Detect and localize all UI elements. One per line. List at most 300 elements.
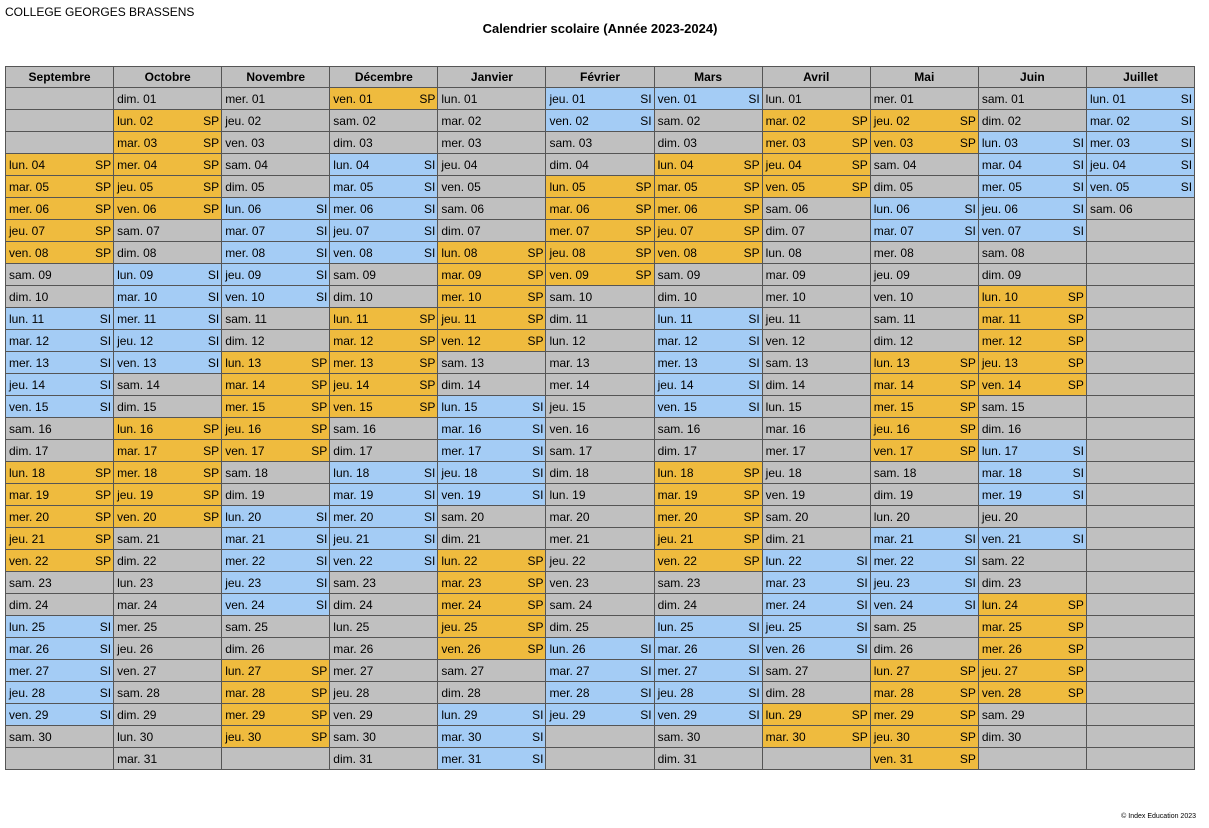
day-label: mer. 07 — [549, 223, 590, 238]
week-tag: SP — [203, 443, 220, 458]
day-label: mer. 04 — [117, 157, 158, 172]
day-label: mar. 20 — [549, 509, 590, 524]
week-tag: SP — [635, 179, 652, 194]
week-tag: SI — [532, 465, 544, 480]
day-cell — [114, 440, 222, 462]
day-cell — [655, 374, 763, 396]
day-label: dim. 14 — [441, 377, 481, 392]
week-tag: SP — [419, 91, 436, 106]
day-label: dim. 03 — [657, 135, 697, 150]
day-cell — [655, 748, 763, 770]
day-cell — [655, 176, 763, 198]
day-label: ven. 17 — [225, 443, 265, 458]
day-label: ven. 02 — [549, 113, 589, 128]
day-label: sam. 25 — [873, 619, 917, 634]
day-cell — [871, 154, 979, 176]
day-cell — [6, 176, 114, 198]
day-label: jeu. 29 — [549, 707, 586, 722]
day-cell — [330, 110, 438, 132]
week-tag: SI — [99, 619, 112, 634]
day-label: ven. 06 — [117, 201, 157, 216]
week-tag: SP — [851, 157, 868, 172]
day-cell — [330, 704, 438, 726]
day-label: ven. 03 — [225, 135, 265, 150]
week-tag: SI — [856, 575, 868, 590]
day-cell — [330, 198, 438, 220]
day-label: dim. 11 — [549, 311, 588, 326]
day-cell — [655, 242, 763, 264]
day-label: sam. 30 — [657, 729, 701, 744]
day-cell — [979, 660, 1087, 682]
day-cell — [114, 154, 222, 176]
day-cell — [655, 198, 763, 220]
day-cell — [438, 264, 546, 286]
day-cell — [438, 132, 546, 154]
day-label: lun. 25 — [9, 619, 46, 634]
day-cell — [871, 660, 979, 682]
day-label: mer. 17 — [441, 443, 482, 458]
day-cell — [6, 220, 114, 242]
day-cell — [763, 440, 871, 462]
week-tag: SP — [311, 443, 328, 458]
day-label: mer. 13 — [657, 355, 698, 370]
day-cell — [979, 440, 1087, 462]
day-cell — [763, 726, 871, 748]
day-cell — [763, 572, 871, 594]
day-cell — [546, 110, 654, 132]
day-cell — [979, 220, 1087, 242]
day-cell — [222, 352, 330, 374]
week-tag: SP — [743, 201, 760, 216]
week-tag: SI — [315, 509, 328, 524]
week-tag: SP — [635, 201, 652, 216]
day-cell — [655, 594, 763, 616]
day-cell — [438, 682, 546, 704]
day-label: dim. 05 — [225, 179, 265, 194]
day-cell — [546, 264, 654, 286]
day-label: ven. 05 — [1089, 179, 1130, 194]
day-cell — [655, 154, 763, 176]
week-tag: SP — [527, 333, 544, 348]
month-column — [330, 67, 438, 770]
day-cell — [546, 462, 654, 484]
day-label: jeu. 28 — [657, 685, 694, 700]
day-cell — [871, 462, 979, 484]
week-tag: SP — [419, 355, 436, 370]
day-label: mar. 26 — [657, 641, 698, 656]
day-label: sam. 04 — [873, 157, 917, 172]
day-cell — [979, 704, 1087, 726]
month-header: Juillet — [1087, 67, 1195, 88]
day-label: dim. 22 — [117, 553, 157, 568]
day-label: lun. 15 — [765, 399, 802, 414]
empty-cell — [222, 748, 330, 770]
empty-cell — [1087, 572, 1195, 594]
day-label: ven. 22 — [333, 553, 373, 568]
week-tag: SP — [743, 223, 760, 238]
empty-cell — [1087, 374, 1195, 396]
week-tag: SI — [99, 311, 112, 326]
week-tag: SP — [1067, 619, 1084, 634]
day-cell — [546, 418, 654, 440]
day-cell — [1087, 88, 1195, 110]
month-header: Janvier — [438, 67, 546, 88]
day-cell — [222, 550, 330, 572]
day-label: mar. 16 — [765, 421, 806, 436]
day-label: lun. 08 — [765, 245, 802, 260]
day-label: jeu. 30 — [873, 729, 910, 744]
day-label: jeu. 05 — [117, 179, 154, 194]
day-cell — [114, 682, 222, 704]
week-tag: SI — [640, 641, 652, 656]
month-column — [6, 67, 114, 770]
day-cell — [6, 682, 114, 704]
day-cell — [763, 594, 871, 616]
day-cell — [979, 132, 1087, 154]
day-label: mer. 15 — [873, 399, 914, 414]
day-label: sam. 01 — [981, 91, 1025, 106]
day-cell — [979, 374, 1087, 396]
day-cell — [546, 220, 654, 242]
day-label: mar. 18 — [981, 465, 1022, 480]
day-cell — [871, 528, 979, 550]
day-label: mer. 22 — [873, 553, 914, 568]
day-cell — [871, 440, 979, 462]
week-tag: SP — [311, 399, 328, 414]
day-label: lun. 30 — [117, 729, 154, 744]
day-label: sam. 13 — [765, 355, 809, 370]
day-label: mar. 11 — [981, 311, 1021, 326]
copyright-footer: © Index Education 2023 — [1121, 813, 1196, 820]
day-label: ven. 22 — [657, 553, 697, 568]
day-label: ven. 27 — [117, 663, 157, 678]
day-label: ven. 23 — [549, 575, 589, 590]
day-cell — [763, 396, 871, 418]
day-cell — [330, 682, 438, 704]
day-label: mar. 24 — [117, 597, 158, 612]
day-cell — [655, 484, 763, 506]
day-cell — [546, 132, 654, 154]
day-cell — [222, 660, 330, 682]
day-cell — [871, 132, 979, 154]
day-label: mar. 19 — [9, 487, 50, 502]
day-cell — [546, 484, 654, 506]
day-cell — [655, 616, 763, 638]
day-label: ven. 07 — [981, 223, 1022, 238]
day-cell — [655, 704, 763, 726]
day-cell — [871, 330, 979, 352]
day-label: jeu. 19 — [117, 487, 154, 502]
day-cell — [1087, 132, 1195, 154]
day-label: jeu. 07 — [333, 223, 370, 238]
day-label: lun. 01 — [441, 91, 478, 106]
day-label: sam. 02 — [333, 113, 376, 128]
calendar-grid — [5, 66, 1195, 770]
day-cell — [979, 616, 1087, 638]
day-cell — [438, 594, 546, 616]
day-label: sam. 24 — [549, 597, 593, 612]
day-cell — [222, 110, 330, 132]
day-label: mar. 09 — [441, 267, 482, 282]
day-cell — [546, 440, 654, 462]
day-label: sam. 06 — [441, 201, 485, 216]
day-label: sam. 10 — [549, 289, 593, 304]
day-label: dim. 17 — [657, 443, 697, 458]
day-cell — [6, 704, 114, 726]
week-tag: SI — [315, 531, 328, 546]
day-label: jeu. 16 — [873, 421, 910, 436]
day-cell — [763, 418, 871, 440]
empty-cell — [1087, 704, 1195, 726]
week-tag: SP — [95, 245, 112, 260]
day-label: ven. 15 — [333, 399, 373, 414]
day-cell — [763, 616, 871, 638]
day-label: mer. 29 — [225, 707, 266, 722]
day-cell — [655, 660, 763, 682]
day-cell — [438, 374, 546, 396]
day-cell — [114, 264, 222, 286]
day-cell — [330, 220, 438, 242]
day-label: ven. 16 — [549, 421, 589, 436]
week-tag: SI — [1180, 91, 1193, 106]
week-tag: SI — [748, 619, 760, 634]
week-tag: SI — [315, 289, 328, 304]
day-cell — [763, 132, 871, 154]
day-label: mer. 27 — [9, 663, 50, 678]
day-cell — [763, 330, 871, 352]
day-cell — [114, 198, 222, 220]
day-label: mar. 04 — [981, 157, 1022, 172]
day-label: ven. 01 — [657, 91, 697, 106]
week-tag: SI — [532, 707, 544, 722]
week-tag: SP — [95, 465, 112, 480]
day-cell — [330, 440, 438, 462]
day-label: jeu. 02 — [873, 113, 910, 128]
day-label: mar. 03 — [117, 135, 158, 150]
empty-cell — [1087, 308, 1195, 330]
day-cell — [222, 396, 330, 418]
day-cell — [655, 462, 763, 484]
day-label: lun. 06 — [225, 201, 262, 216]
week-tag: SP — [95, 553, 112, 568]
day-cell — [546, 660, 654, 682]
week-tag: SI — [315, 245, 328, 260]
day-cell — [222, 242, 330, 264]
week-tag: SP — [527, 289, 544, 304]
day-cell — [763, 154, 871, 176]
day-label: jeu. 02 — [225, 113, 262, 128]
day-cell — [546, 154, 654, 176]
day-cell — [763, 682, 871, 704]
day-label: sam. 30 — [333, 729, 376, 744]
week-tag: SP — [527, 311, 544, 326]
day-cell — [114, 220, 222, 242]
week-tag: SP — [851, 113, 868, 128]
day-cell — [871, 308, 979, 330]
day-label: dim. 03 — [333, 135, 373, 150]
day-cell — [979, 286, 1087, 308]
week-tag: SI — [99, 333, 112, 348]
week-tag: SP — [1067, 355, 1084, 370]
week-tag: SI — [315, 597, 328, 612]
week-tag: SI — [1072, 157, 1084, 172]
week-tag: SP — [743, 179, 760, 194]
day-cell — [6, 418, 114, 440]
day-cell — [763, 660, 871, 682]
week-tag: SP — [203, 157, 220, 172]
day-label: mer. 10 — [441, 289, 482, 304]
week-tag: SI — [315, 553, 328, 568]
day-label: lun. 11 — [333, 311, 369, 326]
month-column — [871, 67, 979, 770]
day-cell — [6, 462, 114, 484]
day-cell — [979, 352, 1087, 374]
day-label: ven. 01 — [333, 91, 373, 106]
week-tag: SI — [1072, 465, 1084, 480]
day-label: lun. 02 — [117, 113, 154, 128]
week-tag: SI — [1180, 135, 1193, 150]
day-label: dim. 25 — [549, 619, 589, 634]
day-cell — [6, 572, 114, 594]
day-label: lun. 27 — [873, 663, 910, 678]
week-tag: SP — [419, 333, 436, 348]
day-cell — [330, 594, 438, 616]
day-cell — [222, 726, 330, 748]
day-cell — [438, 462, 546, 484]
day-cell — [330, 330, 438, 352]
empty-cell — [1087, 660, 1195, 682]
day-cell — [114, 462, 222, 484]
day-label: sam. 06 — [765, 201, 809, 216]
week-tag: SP — [203, 201, 220, 216]
day-cell — [222, 572, 330, 594]
day-cell — [871, 264, 979, 286]
day-label: mar. 05 — [333, 179, 374, 194]
week-tag: SP — [1067, 641, 1084, 656]
day-label: dim. 15 — [117, 399, 157, 414]
day-label: sam. 09 — [9, 267, 52, 282]
day-cell — [6, 528, 114, 550]
day-cell — [330, 352, 438, 374]
day-cell — [546, 682, 654, 704]
day-cell — [438, 154, 546, 176]
day-label: ven. 15 — [9, 399, 49, 414]
day-cell — [222, 374, 330, 396]
day-label: sam. 23 — [657, 575, 701, 590]
day-label: sam. 25 — [225, 619, 268, 634]
day-label: lun. 24 — [981, 597, 1018, 612]
day-cell — [6, 550, 114, 572]
day-label: sam. 27 — [441, 663, 485, 678]
day-cell — [871, 110, 979, 132]
day-label: jeu. 14 — [333, 377, 370, 392]
day-label: lun. 18 — [9, 465, 46, 480]
day-cell — [546, 374, 654, 396]
day-label: lun. 15 — [441, 399, 478, 414]
day-cell — [546, 286, 654, 308]
week-tag: SI — [856, 619, 868, 634]
day-cell — [763, 638, 871, 660]
day-cell — [655, 682, 763, 704]
day-cell — [438, 110, 546, 132]
day-label: mer. 08 — [225, 245, 266, 260]
day-cell — [655, 572, 763, 594]
empty-cell — [979, 748, 1087, 770]
week-tag: SI — [424, 179, 436, 194]
week-tag: SP — [203, 179, 220, 194]
day-label: lun. 25 — [657, 619, 694, 634]
week-tag: SP — [95, 509, 112, 524]
day-label: jeu. 21 — [657, 531, 694, 546]
day-cell — [438, 418, 546, 440]
day-label: lun. 06 — [873, 201, 910, 216]
day-cell — [438, 198, 546, 220]
day-label: jeu. 11 — [441, 311, 477, 326]
day-cell — [438, 330, 546, 352]
day-label: lun. 03 — [981, 135, 1018, 150]
day-cell — [438, 88, 546, 110]
day-label: sam. 30 — [9, 729, 52, 744]
day-cell — [330, 286, 438, 308]
day-label: jeu. 04 — [441, 157, 478, 172]
empty-cell — [1087, 506, 1195, 528]
month-column — [655, 67, 763, 770]
day-cell — [438, 352, 546, 374]
week-tag: SP — [311, 377, 328, 392]
day-cell — [871, 748, 979, 770]
day-cell — [114, 748, 222, 770]
day-label: mer. 27 — [657, 663, 698, 678]
day-label: lun. 23 — [117, 575, 154, 590]
day-label: mer. 31 — [441, 751, 482, 766]
day-label: mer. 08 — [873, 245, 914, 260]
day-cell — [6, 616, 114, 638]
day-label: mer. 03 — [441, 135, 482, 150]
week-tag: SP — [959, 729, 976, 744]
day-cell — [222, 88, 330, 110]
empty-cell — [1087, 330, 1195, 352]
empty-cell — [1087, 528, 1195, 550]
month-header: Mai — [871, 67, 979, 88]
day-label: mar. 07 — [873, 223, 914, 238]
week-tag: SI — [1180, 157, 1193, 172]
day-cell — [871, 506, 979, 528]
week-tag: SI — [748, 707, 760, 722]
day-label: mer. 17 — [765, 443, 806, 458]
day-cell — [438, 506, 546, 528]
day-label: sam. 17 — [549, 443, 593, 458]
day-label: lun. 20 — [225, 509, 262, 524]
day-label: lun. 26 — [549, 641, 586, 656]
week-tag: SP — [95, 223, 112, 238]
day-label: jeu. 09 — [225, 267, 262, 282]
day-cell — [222, 704, 330, 726]
week-tag: SI — [748, 311, 760, 326]
week-tag: SI — [424, 553, 436, 568]
day-label: sam. 22 — [981, 553, 1025, 568]
day-label: jeu. 20 — [981, 509, 1018, 524]
day-label: ven. 10 — [873, 289, 914, 304]
day-cell — [655, 132, 763, 154]
day-cell — [330, 154, 438, 176]
day-cell — [979, 484, 1087, 506]
day-cell — [438, 660, 546, 682]
day-label: ven. 26 — [765, 641, 806, 656]
day-cell — [655, 352, 763, 374]
day-cell — [979, 726, 1087, 748]
day-cell — [330, 88, 438, 110]
day-label: lun. 17 — [981, 443, 1018, 458]
